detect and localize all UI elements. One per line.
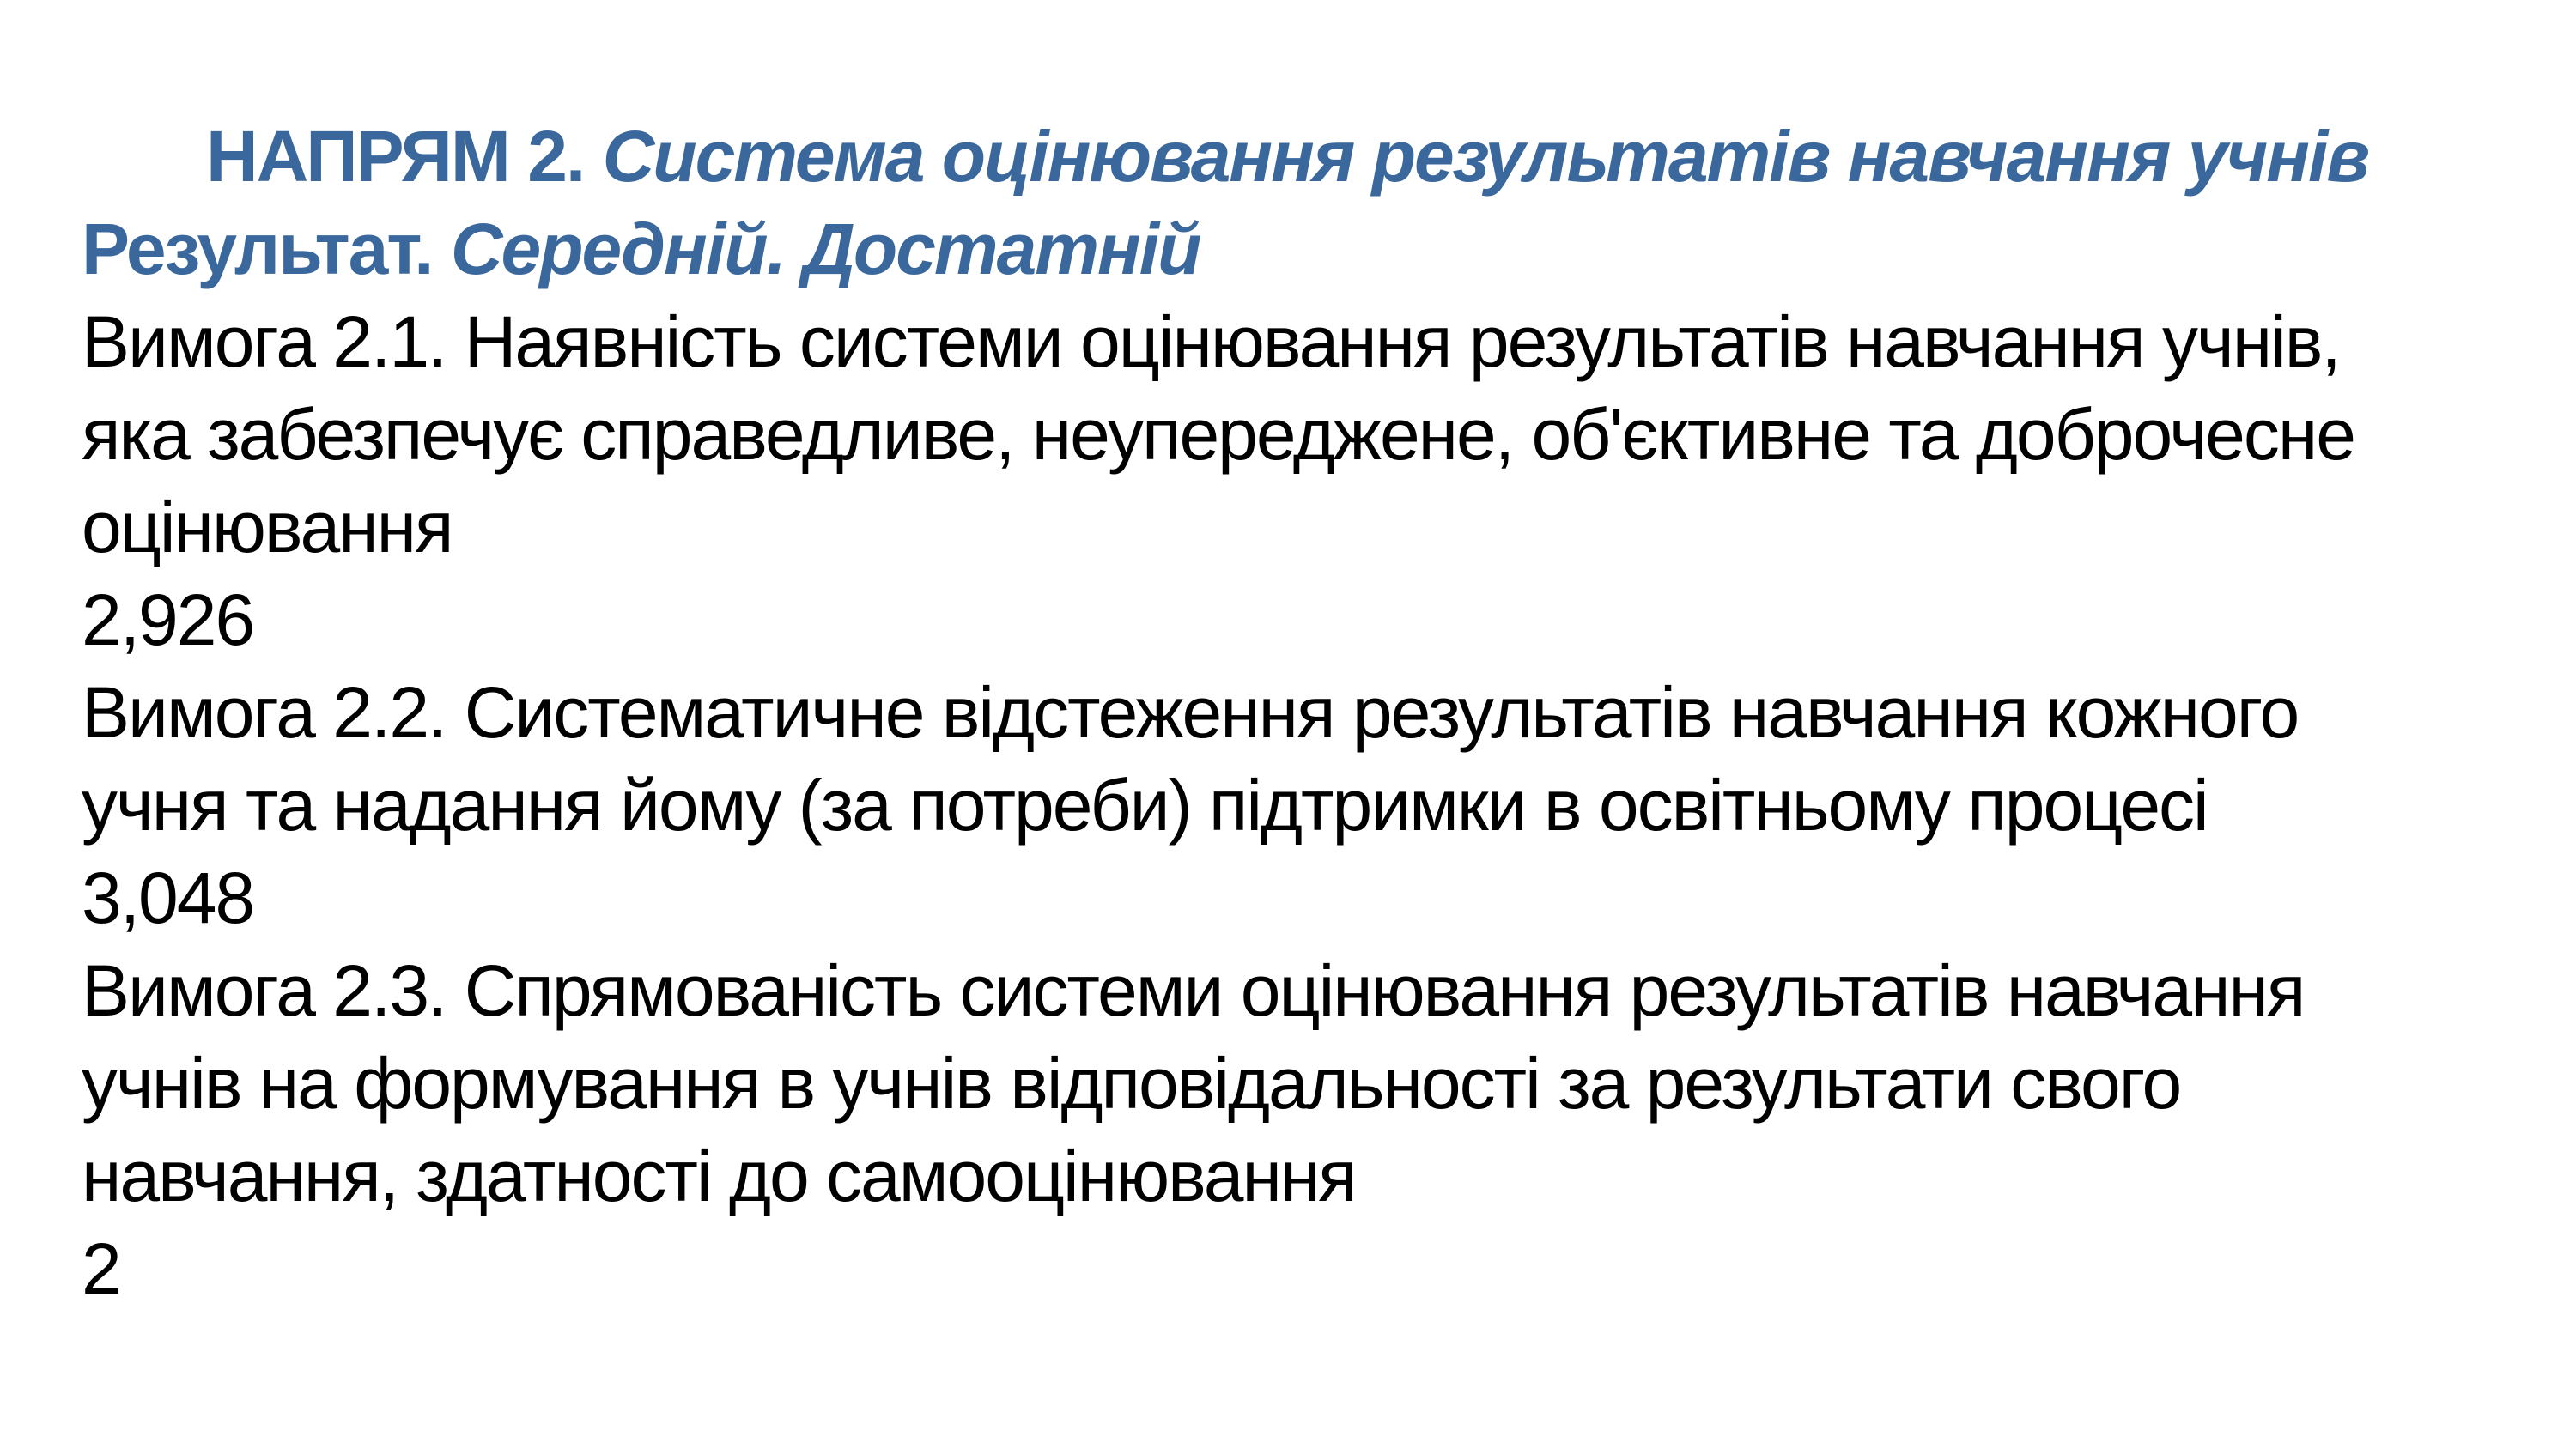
title-direction-name: Система оцінювання результатів навчання учнів [602, 116, 2369, 197]
requirement-2-3-text-line-3: навчання, здатності до самооцінювання [82, 1136, 1356, 1216]
requirement-2-1-text-line-2: яка забезпечує справедливе, неупереджене, об'єктивне та доброчесне [82, 394, 2354, 475]
page-title-line-1 [82, 110, 2567, 203]
requirement-2-2-text-line-1: Вимога 2.2. Систематичне відстеження результатів навчання кожного [82, 672, 2299, 753]
requirement-2-3-text-line-1: Вимога 2.3. Спрямованість системи оцінювання результатів навчання [82, 950, 2305, 1031]
text-block [82, 110, 2567, 1315]
requirement-2-1-text-line-3: оцінювання [82, 487, 453, 567]
requirement-2-3-score: 2 [82, 1228, 120, 1309]
requirement-2-2-text-line-2: учня та надання йому (за потреби) підтримки в освітньому процесі [82, 765, 2208, 846]
requirement-2-1-text-line-1: Вимога 2.1. Наявність системи оцінювання результатів навчання учнів, [82, 301, 2340, 382]
requirement-2-3-text-line-2: учнів на формування в учнів відповідальності за результати свого [82, 1043, 2181, 1124]
result-label: Результат. [82, 209, 451, 289]
title-direction-label: НАПРЯМ 2. [206, 116, 603, 197]
requirement-2-1-score: 2,926 [82, 579, 254, 660]
requirement-2-2-score: 3,048 [82, 858, 254, 938]
result-levels: Середній. Достатній [450, 209, 1200, 289]
page-title-line-2 [82, 203, 2567, 295]
